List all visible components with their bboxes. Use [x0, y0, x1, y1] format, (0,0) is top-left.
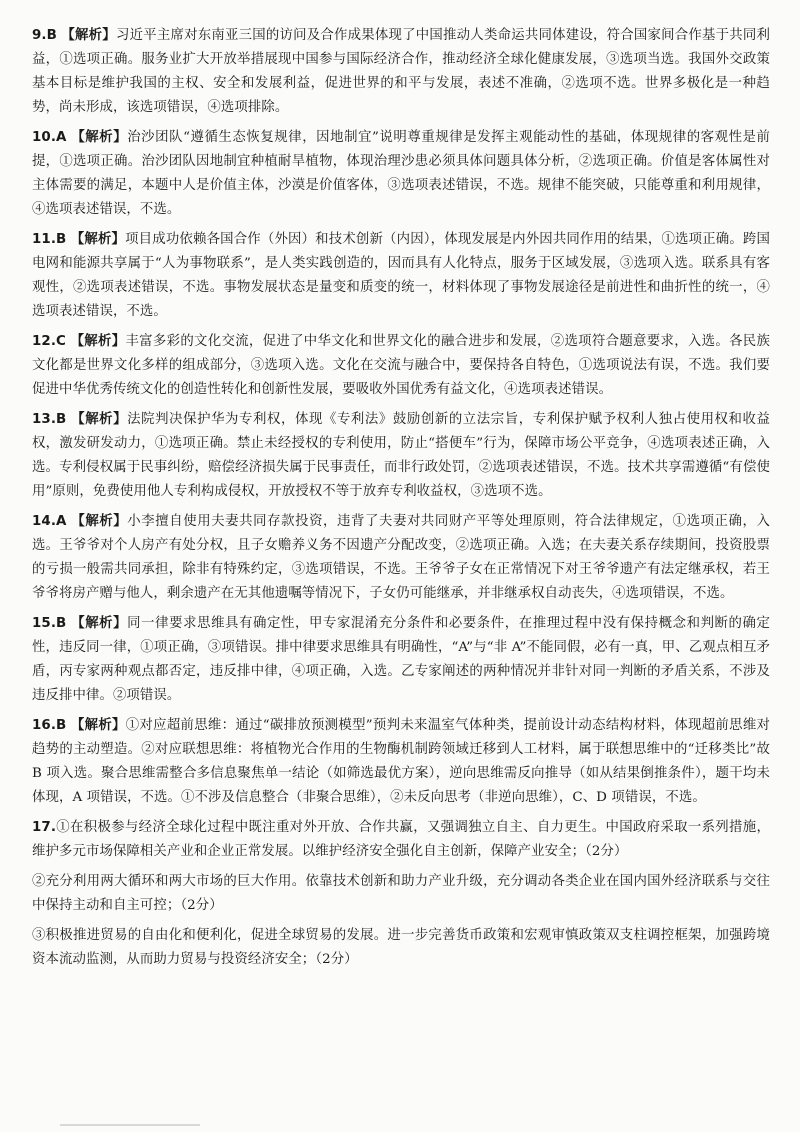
answer-paragraph	[32, 330, 770, 402]
answer-list	[32, 24, 770, 864]
answer-choice: B	[56, 616, 67, 631]
analysis-text: 同一律要求思维具有确定性，甲专家混淆充分条件和必要条件，在推理过程中没有保持概念和判断的确定性，违反同一律，①项正确，③项错误。排中律要求思维具有明确性，“A”与“非 A”不能同假，必有一真，甲、乙观点相互矛盾，丙专家两种观点都否定，违反排中律，④项正确，入选。乙专家阐述的两种情况并非针对同一判断的矛盾关系，不涉及违反排中律。②项错误。	[32, 616, 770, 703]
answer-17-continuation	[32, 870, 770, 972]
answer-item	[32, 126, 770, 222]
answer-choice: B	[46, 28, 57, 43]
question-number: 11.	[32, 232, 57, 247]
answer-choice: A	[56, 130, 67, 145]
analysis-tag: 【解析】	[70, 718, 126, 733]
question-number: 17.	[32, 820, 57, 835]
analysis-tag: 【解析】	[61, 28, 116, 43]
analysis-text: ①在积极参与经济全球化过程中既注重对外开放、合作共赢，又强调独立自主、自力更生。中国政府采取一系列措施，维护多元市场保障相关产业和企业正常发展。以维护经济安全强化自主创新，保障产业安全；（2分）	[32, 820, 770, 859]
answer-item	[32, 408, 770, 504]
answer-item	[32, 612, 770, 708]
answer-item	[32, 510, 770, 606]
answer-choice: B	[56, 232, 67, 247]
answer-paragraph	[32, 408, 770, 504]
answer-paragraph	[32, 612, 770, 708]
analysis-text: ①对应超前思维：通过“碳排放预测模型”预判未来温室气体种类，提前设计动态结构材料，体现超前思维对趋势的主动塑造。②对应联想思维：将植物光合作用的生物酶机制跨领域迁移到人工材料，属于联想思维中的“迁移类比”故 B 项入选。聚合思维需整合多信息聚焦单一结论（如筛选最优方案），逆向思维需反向推导（如从结果倒推条件），题干均未体现，A 项错误，不选。①不涉及信息整合（非聚合思维），②未反向思考（非逆向思维），C、D 项错误，不选。	[32, 718, 771, 805]
question-number: 15.	[32, 616, 57, 631]
answer-paragraph	[32, 228, 770, 324]
answer-item	[32, 816, 770, 864]
analysis-text: 法院判决保护华为专利权，体现《专利法》鼓励创新的立法宗旨，专利保护赋予权利人独占使用权和收益权，激发研发动力，①选项正确。禁止未经授权的专利使用，防止“搭便车”行为，保障市场公平竞争，④选项表述正确，入选。专利侵权属于民事纠纷，赔偿经济损失属于民事责任，而非行政处罚，②选项表述错误，不选。技术共享需遵循“有偿使用”原则，免费使用他人专利构成侵权，开放授权不等于放弃专利收益权，③选项不选。	[32, 412, 770, 499]
analysis-text: 习近平主席对东南亚三国的访问及合作成果体现了中国推动人类命运共同体建设，符合国家间合作基于共同利益，①选项正确。服务业扩大开放举措展现中国参与国际经济合作，推动经济全球化健康发展，③选项当选。我国外交政策基本目标是维护我国的主权、安全和发展利益，促进世界的和平与发展，表述不准确，②选项不选。世界多极化是一种趋势，尚未形成，该选项错误，④选项排除。	[32, 28, 771, 115]
analysis-tag: 【解析】	[71, 616, 128, 631]
answer-paragraph	[32, 714, 770, 810]
answer-item	[32, 24, 770, 120]
answer-choice: B	[56, 718, 67, 733]
answer-paragraph	[32, 24, 770, 120]
analysis-tag: 【解析】	[71, 514, 128, 529]
answer-point: ②充分利用两大循环和两大市场的巨大作用。依靠技术创新和助力产业升级，充分调动各类企业在国内国外经济联系与交往中保持主动和自主可控；（2分）	[32, 874, 770, 913]
analysis-text: 丰富多彩的文化交流，促进了中华文化和世界文化的融合进步和发展，②选项符合题意要求，入选。各民族文化都是世界文化多样的组成部分，③选项入选。文化在交流与融合中，要保持各自特色，①选项说法有误，不选。我们要促进中华优秀传统文化的创造性转化和创新性发展，要吸收外国优秀有益文化，④选项表述错误。	[32, 334, 771, 397]
answer-item	[32, 228, 770, 324]
answer-item	[32, 330, 770, 402]
analysis-tag: 【解析】	[70, 334, 126, 349]
answer-item	[32, 714, 770, 810]
question-number: 12.	[32, 334, 57, 349]
analysis-text: 小李擅自使用夫妻共同存款投资，违背了夫妻对共同财产平等处理原则，符合法律规定，①选项正确，入选。王爷爷对个人房产有处分权，且子女赡养义务不因遗产分配改变，②选项正确。入选；在夫妻关系存续期间，投资股票的亏损一般需共同承担，除非有特殊约定，③选项错误，不选。王爷爷子女在正常情况下对王爷爷遗产有法定继承权，若王爷爷将房产赠与他人，剩余遗产在无其他遗嘱等情况下，子女仍可能继承，并非继承权自动丧失，④选项错误，不选。	[32, 514, 770, 601]
analysis-tag: 【解析】	[70, 232, 126, 247]
question-number: 16.	[32, 718, 57, 733]
answer-choice: B	[56, 412, 67, 427]
analysis-text: 项目成功依赖各国合作（外因）和技术创新（内因），体现发展是内外因共同作用的结果，①选项正确。跨国电网和能源共享属于“人为事物联系”，是人类实践创造的，因而具有人化特点，服务于区域发展，③选项入选。联系具有客观性，②选项表述错误，不选。事物发展状态是量变和质变的统一，材料体现了事物发展途径是前进性和曲折性的统一，④选项表述错误，不选。	[32, 232, 770, 319]
bottom-divider	[60, 1124, 200, 1126]
question-number: 10.	[32, 130, 57, 145]
question-number: 9.	[32, 28, 47, 43]
answer-point: ③积极推进贸易的自由化和便利化，促进全球贸易的发展。进一步完善货币政策和宏观审慎政策双支柱调控框架，加强跨境资本流动监测，从而助力贸易与投资经济安全；（2分）	[32, 928, 770, 967]
question-number: 14.	[32, 514, 57, 529]
answer-choice: C	[56, 334, 66, 349]
analysis-text: 治沙团队“遵循生态恢复规律，因地制宜”说明尊重规律是发挥主观能动性的基础，体现规律的客观性是前提，①选项正确。治沙团队因地制宜种植耐旱植物，体现治理沙患必须具体问题具体分析，②选项正确。价值是客体属性对主体需要的满足，本题中人是价值主体，沙漠是价值客体，③选项表述错误，不选。规律不能突破，只能尊重和利用规律，④选项表述错误，不选。	[32, 130, 771, 217]
answer-paragraph	[32, 510, 770, 606]
answer-paragraph	[32, 126, 770, 222]
answer-choice: A	[56, 514, 67, 529]
analysis-tag: 【解析】	[71, 130, 128, 145]
analysis-tag: 【解析】	[71, 412, 128, 427]
question-number: 13.	[32, 412, 57, 427]
answer-paragraph	[32, 816, 770, 864]
